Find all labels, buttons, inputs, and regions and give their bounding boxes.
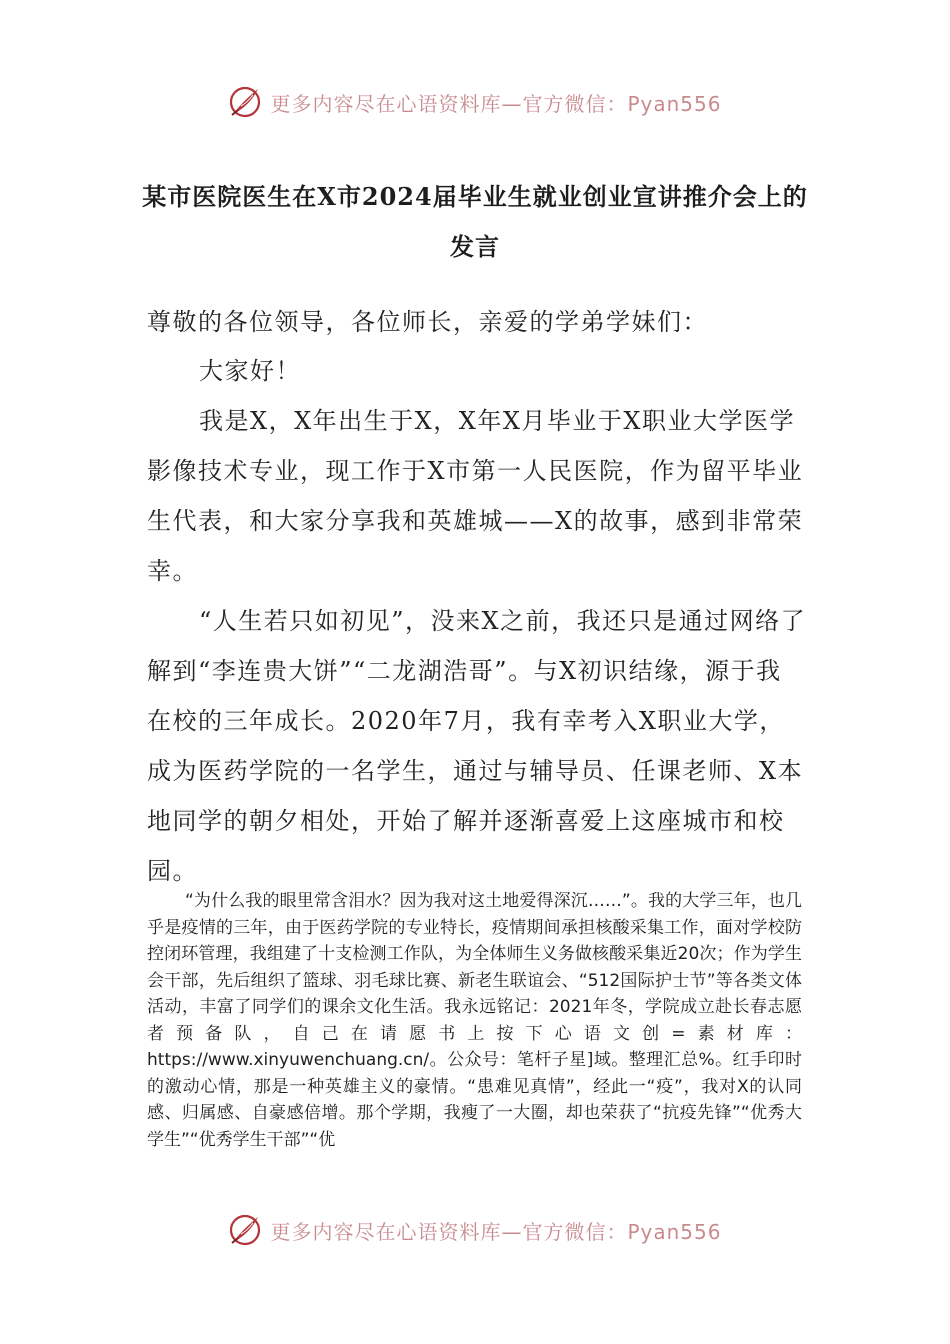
intro-paragraph: 我是X，X年出生于X，X年X月毕业于X职业大学医学影像技术专业，现工作于X市第一人民医院，作为留平毕业生代表，和大家分享我和英雄城——X的故事，感到非常荣幸。 — [147, 407, 804, 585]
epidemic-paragraph: “为什么我的眼里常含泪水？因为我对这土地爱得深沉……”。我的大学三年，也几乎是疫情的三年，由于医药学院的专业特长，疫情期间承担核酸采集工作，面对学校防控闭环管理，我组建了十支检测工作队，为全体师生义务做核酸采集近20次；作为学生会干部，先后组织了篮球、羽毛球比赛、新老生联谊会、“512国际护士节”等各类文体活动，丰富了同学们的课余文化生活。我永远铭记：2021年冬，学院成立赴长春志愿者预备队，自己在请愿书上按下心语文创=素材库：https://www.xinyuwenchuang.cn/。公众号：笔杆子星]域。整理汇总%。红手印时的激动心情，那是一种英雄主义的豪情。“患难见真情”，经此一“疫”，我对X的认同感、归属感、自豪感倍增。那个学期，我瘦了一大圈，却也荣获了“抗疫先锋”“优秀大学生”“优秀学生干部”“优 — [147, 891, 802, 1150]
watermark-text: 更多内容尽在心语资料库—官方微信：Pyan556 — [270, 1219, 722, 1244]
quill-pen-logo-icon — [228, 1213, 262, 1247]
document-title: 某市医院医生在X市2024届毕业生就业创业宣讲推介会上的发言 — [142, 182, 808, 261]
hello-line: 大家好！ — [199, 357, 301, 385]
footer-watermark — [0, 1208, 950, 1252]
watermark-text: 更多内容尽在心语资料库—官方微信：Pyan556 — [270, 91, 722, 116]
header-watermark — [0, 80, 950, 124]
greeting-line: 尊敬的各位领导，各位师长，亲爱的学弟学妹们： — [147, 308, 708, 336]
quill-pen-logo-icon — [228, 85, 262, 119]
first-meeting-paragraph: “人生若只如初见”，没来X之前，我还只是通过网络了解到“李连贵大饼”“二龙湖浩哥”。与X初识结缘，源于我在校的三年成长。2020年7月，我有幸考入X职业大学，成为医药学院的一名学生，通过与辅导员、任课老师、X本地同学的朝夕相处，开始了解并逐渐喜爱上这座城市和校园。 — [147, 607, 807, 885]
